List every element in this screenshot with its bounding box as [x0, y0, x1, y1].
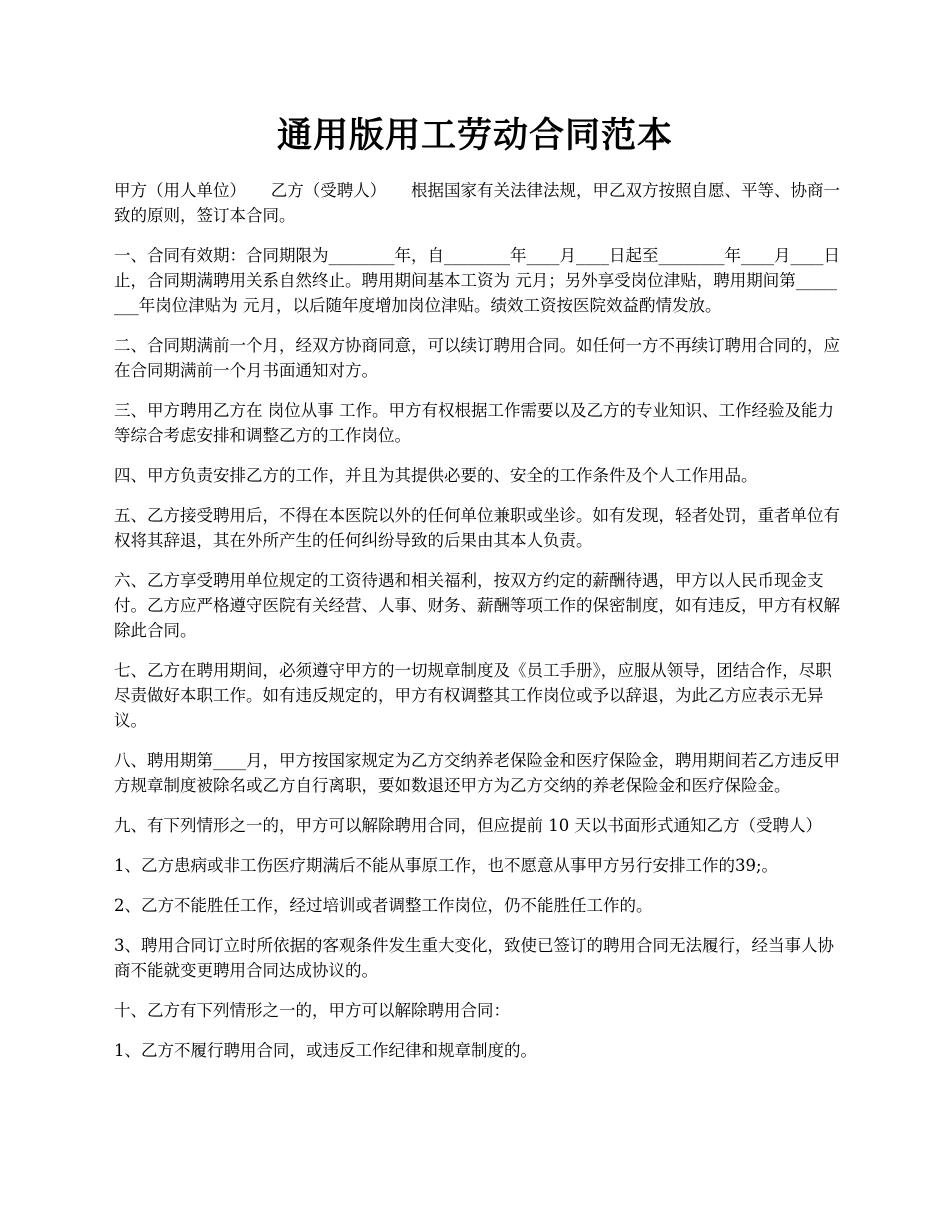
paragraph-clause-4: 四、甲方负责安排乙方的工作，并且为其提供必要的、安全的工作条件及个人工作用品。	[114, 466, 758, 485]
paragraph-clause-7: 七、乙方在聘用期间，必须遵守甲方的一切规章制度及《员工手册》，应服从领导，团结合作，尽职尽责做好本职工作。如有违反规定的，甲方有权调整其工作岗位或予以辞退，为此乙方应表示无异议。	[114, 661, 832, 730]
paragraph-clause-9-item-3: 3、聘用合同订立时所依据的客观条件发生重大变化，致使已签订的聘用合同无法履行，经当事人协商不能就变更聘用合同达成协议的。	[114, 936, 834, 980]
paragraph-preamble: 甲方（用人单位） 乙方（受聘人） 根据国家有关法律法规，甲乙双方按照自愿、平等、协商一致的原则，签订本合同。	[114, 181, 840, 225]
paragraph-clause-10-item-1: 1、乙方不履行聘用合同，或违反工作纪律和规章制度的。	[114, 1041, 537, 1060]
paragraph-clause-9: 九、有下列情形之一的，甲方可以解除聘用合同，但应提前 10 天以书面形式通知乙方（受聘人）	[114, 816, 822, 835]
paragraph-clause-5: 五、乙方接受聘用后，不得在本医院以外的任何单位兼职或坐诊。如有发现，轻者处罚，重者单位有权将其辞退，其在外所产生的任何纠纷导致的后果由其本人负责。	[114, 506, 840, 550]
paragraph-clause-3: 三、甲方聘用乙方在 岗位从事 工作。甲方有权根据工作需要以及乙方的专业知识、工作经验及能力等综合考虑安排和调整乙方的工作岗位。	[114, 401, 834, 445]
paragraph-clause-6: 六、乙方享受聘用单位规定的工资待遇和相关福利，按双方约定的薪酬待遇，甲方以人民币现金支付。乙方应严格遵守医院有关经营、人事、财务、薪酬等项工作的保密制度，如有违反，甲方有权解除此合同。	[114, 571, 840, 640]
paragraph-clause-9-item-2: 2、乙方不能胜任工作，经过培训或者调整工作岗位，仍不能胜任工作的。	[114, 896, 653, 915]
document-title: 通用版用工劳动合同范本	[276, 115, 673, 156]
paragraph-clause-8: 八、聘用期第____月，甲方按国家规定为乙方交纳养老保险金和医疗保险金，聘用期间若乙方违反甲方规章制度被除名或乙方自行离职，要如数退还甲方为乙方交纳的养老保险金和医疗保险金。	[114, 751, 840, 795]
paragraph-clause-9-item-1: 1、乙方患病或非工伤医疗期满后不能从事原工作，也不愿意从事甲方另行安排工作的39;。	[114, 856, 779, 875]
paragraph-clause-10: 十、乙方有下列情形之一的，甲方可以解除聘用合同：	[114, 1001, 510, 1020]
paragraph-clause-1: 一、合同有效期：合同期限为________年，自________年____月____日起至________年____月____日止，合同期满聘用关系自然终止。聘用期间基本工资为 元月；另外享受岗位津贴，聘用期间第________年岗位津贴为 元月，以后随年度增加岗位津贴。绩效工资按医院效益酌情发放。	[114, 246, 840, 315]
paragraph-clause-2: 二、合同期满前一个月，经双方协商同意，可以续订聘用合同。如任何一方不再续订聘用合同的，应在合同期满前一个月书面通知对方。	[114, 336, 840, 380]
document-body	[114, 178, 842, 1078]
